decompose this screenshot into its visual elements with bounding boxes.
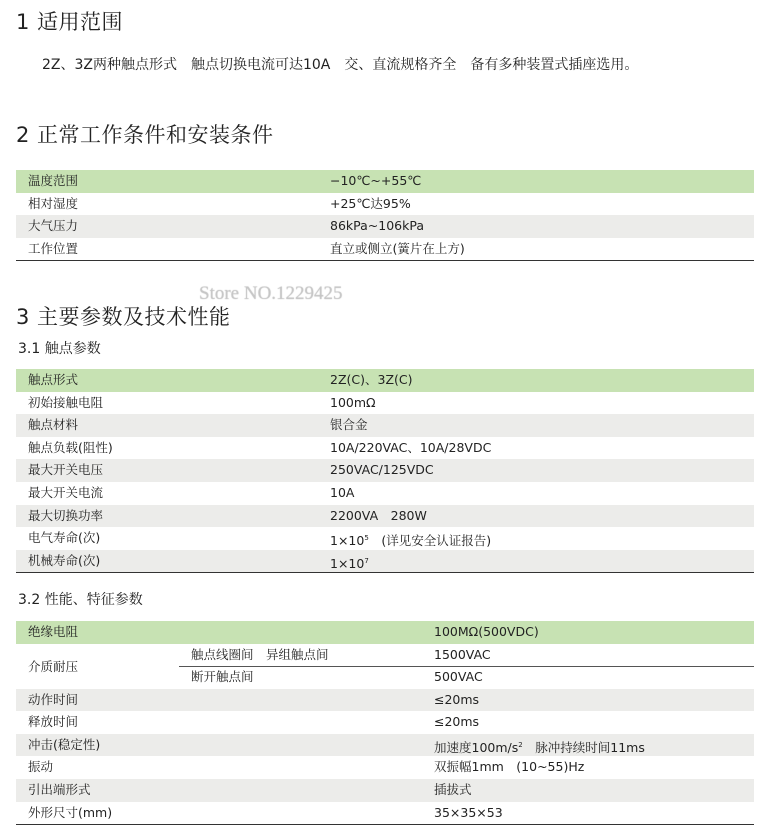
table-row xyxy=(16,170,754,193)
row-label: 工作位置 xyxy=(28,240,79,256)
row-label: 触点形式 xyxy=(28,372,79,387)
table-row xyxy=(16,711,754,734)
table-row xyxy=(16,527,754,550)
row-label: 机械寿命(次) xyxy=(28,552,101,568)
dielectric-sub-row xyxy=(179,666,754,689)
section-3-title: 3 主要参数及技术性能 xyxy=(16,305,231,329)
row-value: 银合金 xyxy=(330,417,368,433)
value-base: 1×10 xyxy=(330,533,365,549)
row-label: 大气压力 xyxy=(28,218,79,234)
row-value: 10A xyxy=(330,484,355,500)
row-value: ≤20ms xyxy=(434,714,480,730)
table-row xyxy=(16,414,754,437)
store-watermark: Store NO.1229425 xyxy=(199,283,343,304)
table-row xyxy=(16,779,754,802)
value-base: 1×10 xyxy=(330,555,365,571)
table-row xyxy=(16,238,754,261)
sub-row-label: 触点线圈间 异组触点间 xyxy=(191,646,329,662)
row-value: 双振幅1mm (10~55)Hz xyxy=(434,759,585,775)
dielectric-sub-row xyxy=(179,644,754,668)
row-value: 86kPa~106kPa xyxy=(330,218,424,234)
row-label: 最大开关电压 xyxy=(28,462,104,478)
table-row xyxy=(16,459,754,482)
row-value: 直立或侧立(簧片在上方) xyxy=(330,240,465,256)
table-row xyxy=(16,689,754,712)
sub-row-label: 断开触点间 xyxy=(191,669,254,685)
row-value: 2Z(C)、3Z(C) xyxy=(330,372,413,387)
subsection-3-2-title: 3.2 性能、特征参数 xyxy=(18,592,143,608)
row-value: 250VAC/125VDC xyxy=(330,462,434,478)
value-note: (详见安全认证报告) xyxy=(368,533,492,549)
performance-table xyxy=(16,621,754,825)
table-row xyxy=(16,550,754,573)
row-label: 引出端形式 xyxy=(28,781,91,797)
row-label: 振动 xyxy=(28,759,54,775)
sub-row-value: 1500VAC xyxy=(434,646,491,662)
row-value: 插拔式 xyxy=(434,781,472,797)
row-value: −10℃~+55℃ xyxy=(330,173,422,188)
table-row xyxy=(16,802,754,825)
contact-parameters-table xyxy=(16,369,754,573)
row-label: 介质耐压 xyxy=(28,658,79,674)
value-note: 脉冲持续时间11ms xyxy=(522,739,645,755)
row-label: 绝缘电阻 xyxy=(28,624,79,639)
row-value xyxy=(330,550,369,576)
row-label: 动作时间 xyxy=(28,691,79,707)
value-base: 加速度100m/s xyxy=(434,739,519,755)
dielectric-strength-row xyxy=(16,644,754,689)
row-label: 最大开关电流 xyxy=(28,484,104,500)
row-label: 电气寿命(次) xyxy=(28,530,101,546)
section-1-title: 1 适用范围 xyxy=(16,10,124,34)
table-row xyxy=(16,369,754,392)
table-row xyxy=(16,505,754,528)
table-row xyxy=(16,215,754,238)
value-exponent: 7 xyxy=(364,556,369,565)
row-value: 35×35×53 xyxy=(434,804,503,820)
table-row xyxy=(16,437,754,460)
row-value: 100mΩ xyxy=(330,394,376,410)
table-row xyxy=(16,392,754,415)
table-row xyxy=(16,482,754,505)
row-label: 外形尺寸(mm) xyxy=(28,804,113,820)
row-label: 温度范围 xyxy=(28,173,79,188)
table-row xyxy=(16,756,754,779)
row-label: 释放时间 xyxy=(28,714,79,730)
row-label: 触点负载(阻性) xyxy=(28,439,113,455)
subsection-3-1-title: 3.1 触点参数 xyxy=(18,341,101,357)
row-value: ≤20ms xyxy=(434,691,480,707)
conditions-table xyxy=(16,170,754,261)
row-label: 相对湿度 xyxy=(28,195,79,211)
row-value: 10A/220VAC、10A/28VDC xyxy=(330,439,492,455)
row-label: 初始接触电阻 xyxy=(28,394,104,410)
section-2-title: 2 正常工作条件和安装条件 xyxy=(16,123,274,147)
section-1-intro: 2Z、3Z两种触点形式 触点切换电流可达10A 交、直流规格齐全 备有多种装置式插座选用。 xyxy=(42,57,639,73)
row-label: 冲击(稳定性) xyxy=(28,736,101,752)
row-label: 触点材料 xyxy=(28,417,79,433)
table-row xyxy=(16,621,754,644)
table-row xyxy=(16,734,754,757)
table-row xyxy=(16,193,754,216)
row-label: 最大切换功率 xyxy=(28,507,104,523)
value-exponent: 5 xyxy=(364,534,369,543)
row-value: 2200VA 280W xyxy=(330,507,427,523)
sub-row-value: 500VAC xyxy=(434,669,483,685)
row-value: +25℃达95% xyxy=(330,195,411,211)
row-value: 100MΩ(500VDC) xyxy=(434,624,539,639)
value-exponent: 2 xyxy=(518,740,523,749)
